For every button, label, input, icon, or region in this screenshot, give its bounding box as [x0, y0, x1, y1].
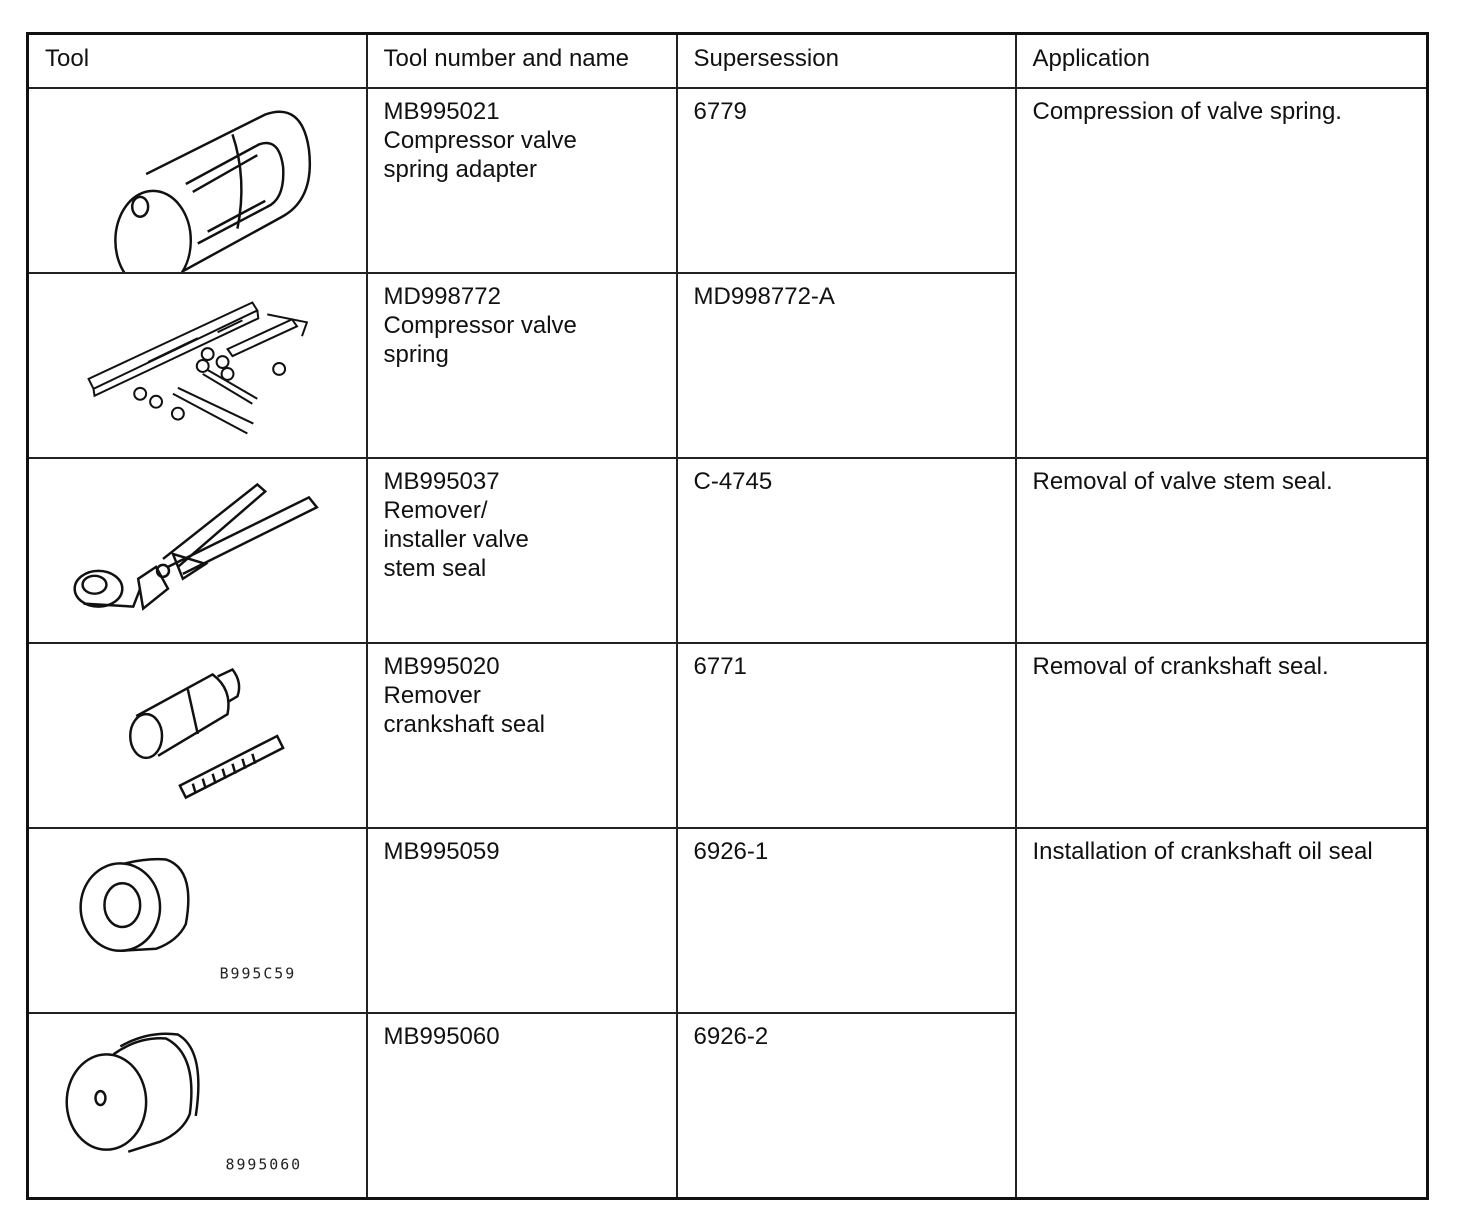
- tool-number: MB995037: [383, 468, 500, 495]
- supersession-cell: 6779: [677, 88, 1016, 273]
- tool-name-line: spring adapter: [383, 156, 537, 183]
- image-code-label: B995C59: [219, 964, 297, 983]
- tool-number-name-cell: [367, 273, 677, 458]
- seal-installer-cup-icon: [29, 829, 366, 1012]
- application-cell: Removal of crankshaft seal.: [1016, 643, 1428, 828]
- tool-name-line: stem seal: [383, 555, 487, 582]
- tool-name-line: crankshaft seal: [383, 711, 545, 738]
- tool-number: MB995060: [383, 1023, 500, 1050]
- tool-name-line: Compressor valve: [383, 312, 577, 339]
- image-code-label: 8995060: [225, 1155, 303, 1174]
- special-tools-table: [26, 32, 1429, 1200]
- tool-number: MB995059: [383, 838, 500, 865]
- application-cell: Installation of crankshaft oil seal: [1016, 828, 1428, 1199]
- tool-image-cell: [28, 643, 367, 828]
- crankshaft-seal-remover-icon: [29, 644, 366, 827]
- header-row: [28, 34, 1428, 89]
- valve-spring-adapter-icon: [29, 89, 366, 272]
- application-cell: Compression of valve spring.: [1016, 88, 1428, 458]
- header-application: Application: [1016, 34, 1428, 89]
- application-cell: Removal of valve stem seal.: [1016, 458, 1428, 643]
- tool-image-cell: [28, 828, 367, 1013]
- tool-number-name-cell: [367, 643, 677, 828]
- table-row: [28, 88, 1428, 273]
- tool-number-name-cell: [367, 458, 677, 643]
- tool-name-line: installer valve: [383, 526, 529, 553]
- tool-image-cell: [28, 458, 367, 643]
- tool-name-line: Compressor valve: [383, 127, 577, 154]
- tool-name-line: spring: [383, 341, 449, 368]
- table-row: [28, 828, 1428, 1013]
- tool-name-line: Remover: [383, 682, 481, 709]
- table-row: [28, 458, 1428, 643]
- supersession-cell: MD998772-A: [677, 273, 1016, 458]
- valve-spring-compressor-kit-icon: [29, 274, 366, 457]
- tool-image-cell: [28, 1013, 367, 1199]
- tool-number-name-cell: [367, 1013, 677, 1199]
- tool-number: MB995020: [383, 653, 500, 680]
- supersession-cell: 6926-1: [677, 828, 1016, 1013]
- tool-image-cell: [28, 88, 367, 273]
- tool-number-name-cell: [367, 828, 677, 1013]
- header-supersession: Supersession: [677, 34, 1016, 89]
- header-tool: Tool: [28, 34, 367, 89]
- supersession-cell: 6926-2: [677, 1013, 1016, 1199]
- tool-number-name-cell: [367, 88, 677, 273]
- tool-image-cell: [28, 273, 367, 458]
- table-row: [28, 643, 1428, 828]
- supersession-cell: C-4745: [677, 458, 1016, 643]
- tool-number: MD998772: [383, 283, 501, 310]
- header-number-name: Tool number and name: [367, 34, 677, 89]
- stem-seal-pliers-icon: [29, 459, 366, 642]
- tool-number: MB995021: [383, 98, 500, 125]
- seal-installer-flanged-icon: [29, 1014, 366, 1197]
- tool-name-line: Remover/: [383, 497, 488, 524]
- supersession-cell: 6771: [677, 643, 1016, 828]
